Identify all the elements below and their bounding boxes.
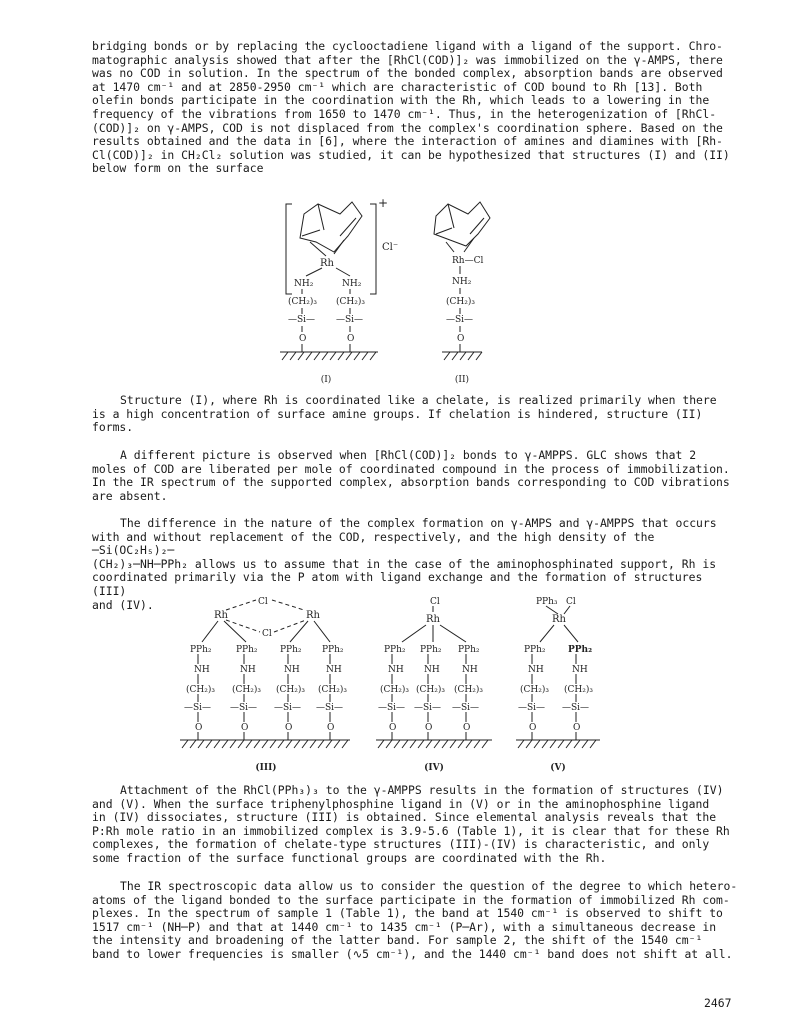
cod-ring-ii [434, 202, 490, 246]
nh-iii-1: NH [194, 665, 210, 675]
nh2-ii: NH₂ [452, 277, 472, 287]
chain-a: (CH₂)₃ [288, 297, 317, 307]
surface-hatch-ii [444, 352, 482, 360]
rh-pph3-bond-v [546, 606, 558, 614]
nh-v-1: NH [528, 665, 544, 675]
rh-p-bond-1 [202, 621, 218, 642]
nh-iii-4: NH [326, 665, 342, 675]
o-iv-2: O [425, 723, 433, 733]
paragraph-3: A different picture is observed when [RhCl(COD)]₂ bonds to γ-AMPPS. GLC shows that 2 moles of COD are liberated per mole of coordinated compound in the process of immobilization. In the IR spectrum of the supported complex, absorption bands corresponding to COD vibrations are absent. [92, 448, 730, 503]
o-v-2: O [573, 723, 581, 733]
rh-n-bond-b [336, 268, 350, 276]
rh-olefin-bond-b [334, 240, 344, 254]
pph2-v-1: PPh₂ [524, 645, 546, 655]
bonds-iii [198, 654, 330, 740]
surface-hatch-iii [182, 740, 348, 748]
ligand-columns-iv [378, 645, 483, 733]
chain-iv-1: (CH₂)₃ [380, 685, 409, 695]
chain-ii: (CH₂)₃ [446, 297, 475, 307]
label-structure-iii: (III) [255, 763, 277, 773]
si-iii-4: —Si— [316, 703, 344, 713]
paragraph-6: The IR spectroscopic data allow us to consider the question of the degree to which hetero- atoms of the ligand bonded to the surface participate in the formation of immobilized Rh com- plexes. In the spectrum of sample 1 (Table 1), the band at 1540 cm⁻¹ is observed to shift to 1517 cm⁻¹ (NH─P) and that at 1440 cm⁻¹ to 1435 cm⁻¹ (P─Ar), with a simultaneous decrease in the intensity and broadening of the latter band. For sample 2, the shift of the 1540 cm⁻¹ band to lower frequencies is smaller (∿5 cm⁻¹), and the 1440 cm⁻¹ band does not shift at all. [92, 879, 738, 961]
olefin-bond-i-b [340, 218, 356, 236]
si-iv-2: —Si— [414, 703, 442, 713]
rh-iv: Rh [426, 614, 440, 625]
o-iii-3: O [285, 723, 293, 733]
rh-cl-bond-v [564, 606, 570, 614]
cl-iv: Cl [430, 597, 440, 607]
bracket-right [370, 204, 376, 294]
o-v-1: O [529, 723, 537, 733]
rh-iii-b: Rh [306, 610, 320, 621]
si-iii-3: —Si— [274, 703, 302, 713]
si-iv-1: —Si— [378, 703, 406, 713]
o-b: O [347, 334, 355, 344]
paragraph-5: Attachment of the RhCl(PPh₃)₃ to the γ-AMPPS results in the formation of structures (IV) and (V). When the surface triphenylphosphine ligand in (V) or in the aminophosphine ligand in (IV) dissociates, structure (III) is obtained. Since elemental analysis reveals that the P:Rh mole ratio in an immobilized complex is 3.9-5.6 (Table 1), it is clear that for these Rh complexes, the formation of chelate-type structures (III)-(IV) is characteristic, and only some fraction of the surface functional groups are coordinated with the Rh. [92, 783, 730, 865]
nh-iv-1: NH [388, 665, 404, 675]
surface-hatch-iv [378, 740, 488, 748]
structures-iii-iv-v-figure [180, 590, 620, 780]
chain-iii-2: (CH₂)₃ [232, 685, 261, 695]
rh-p-bond-4 [314, 621, 330, 642]
rh-iii-a: Rh [214, 610, 228, 621]
rh-atom-i: Rh [320, 258, 334, 269]
si-b: —Si— [336, 315, 364, 325]
pph2-iv-2: PPh₂ [420, 645, 442, 655]
bracket-left [286, 204, 292, 294]
si-v-1: —Si— [518, 703, 546, 713]
olefin-bond-i-a [302, 230, 320, 236]
pph2-iii-2: PPh₂ [236, 645, 258, 655]
structures-i-ii-figure [270, 190, 510, 390]
cod-bridge-i [318, 204, 324, 230]
nh2-b: NH₂ [342, 279, 362, 289]
surface-hatch-i [282, 352, 376, 360]
label-structure-ii: (II) [454, 375, 470, 385]
label-structure-i: (I) [320, 375, 332, 385]
rh-p-bond-iv-3 [440, 625, 466, 642]
chain-b: (CH₂)₃ [336, 297, 365, 307]
cod-bridge-ii [448, 204, 454, 228]
label-structure-iv: (IV) [424, 763, 444, 773]
ligand-columns-iii [184, 645, 347, 733]
rh-olefin-bond-a [310, 242, 326, 256]
o-ii: O [457, 334, 465, 344]
pph3-v: PPh₃ [536, 597, 558, 607]
nh-iv-2: NH [424, 665, 440, 675]
cl-iii-bottom: Cl [262, 629, 272, 639]
pph2-iii-4: PPh₂ [322, 645, 344, 655]
pph2-iii-1: PPh₂ [190, 645, 212, 655]
si-ii: —Si— [446, 315, 474, 325]
o-a: O [299, 334, 307, 344]
chain-iii-3: (CH₂)₃ [276, 685, 305, 695]
counterion-cl: Cl⁻ [382, 242, 399, 253]
surface-hatch-v [518, 740, 596, 748]
pph2-iv-3: PPh₂ [458, 645, 480, 655]
label-structure-v: (V) [550, 763, 566, 773]
olefin-bond-ii-b [470, 218, 484, 234]
chain-iv-3: (CH₂)₃ [454, 685, 483, 695]
nh-iii-2: NH [240, 665, 256, 675]
rh-olefin-bond-ii-a [446, 242, 454, 252]
rh-p-bond-2 [224, 621, 246, 642]
rh-olefin-bond-ii-b [464, 238, 474, 252]
chain-v-2: (CH₂)₃ [564, 685, 593, 695]
paragraph-4: The difference in the nature of the complex formation on γ-AMPS and γ-AMPPS that occurs with and without replacement of the COD, respectively, and the high density of the ─Si(OC₂H₅)₂─ (CH₂)₃─NH─PPh₂ allows us to assume that in the case of the aminophosphinated support, Rh is coordinated primarily via the P atom with ligand exchange and the formation of structures (III) and (IV). [92, 516, 717, 612]
chain-v-1: (CH₂)₃ [520, 685, 549, 695]
o-iv-1: O [389, 723, 397, 733]
si-a: —Si— [288, 315, 316, 325]
chain-iii-1: (CH₂)₃ [186, 685, 215, 695]
pph2-iv-1: PPh₂ [384, 645, 406, 655]
rh-cl-ii: Rh—Cl [452, 256, 484, 266]
chain-iv-2: (CH₂)₃ [416, 685, 445, 695]
si-iv-3: —Si— [452, 703, 480, 713]
o-iii-1: O [195, 723, 203, 733]
chain-iii-4: (CH₂)₃ [318, 685, 347, 695]
o-iv-3: O [463, 723, 471, 733]
pph2-iii-3: PPh₂ [280, 645, 302, 655]
o-iii-2: O [241, 723, 249, 733]
rh-p-bond-3 [290, 621, 308, 642]
rh-p-bond-iv-1 [402, 625, 426, 642]
nh-iii-3: NH [284, 665, 300, 675]
ligand-columns-v [518, 645, 593, 733]
pph2-v-2: PPh₂ [568, 645, 593, 655]
cl-v: Cl [566, 597, 576, 607]
nh2-a: NH₂ [294, 279, 314, 289]
nh-iv-3: NH [462, 665, 478, 675]
rh-v: Rh [552, 614, 566, 625]
rh-n-bond-a [306, 268, 322, 276]
olefin-bond-ii-a [436, 228, 452, 234]
page-number: 2467 [704, 996, 732, 1010]
cl-iii-top: Cl [258, 597, 268, 607]
paragraph-2: Structure (I), where Rh is coordinated like a chelate, is realized primarily when there is a high concentration of surface amine groups. If chelation is hindered, structure (II) forms. [92, 393, 717, 435]
rh-p-bond-v-1 [540, 625, 554, 642]
si-iii-1: —Si— [184, 703, 212, 713]
charge-plus: + [378, 196, 389, 210]
si-iii-2: —Si— [230, 703, 258, 713]
nh-v-2: NH [572, 665, 588, 675]
paragraph-1: bridging bonds or by replacing the cyclooctadiene ligand with a ligand of the support. Chro- matographic analysis showed that after the [RhCl(COD)]₂ was immobilized on the γ-AMPS, there was no COD in solution. In the spectrum of the bonded complex, absorption bands are observed at 1470 cm⁻¹ and at 2850-2950 cm⁻¹ which are characteristic of COD bound to Rh [13]. Both olefin bonds participate in the coordination with the Rh, which leads to a lowering in the frequency of the vibrations from 1650 to 1470 cm⁻¹. Thus, in the heterogenization of [RhCl- (COD)]₂ on γ-AMPS, COD is not displaced from the complex's coordination sphere. Based on the results obtained and the data in [6], where the interaction of amines and diamines with [Rh- Cl(COD)]₂ in CH₂Cl₂ solution was studied, it can be hypothesized that structures (I) and (II) below form on the surface [92, 39, 730, 176]
si-v-2: —Si— [562, 703, 590, 713]
o-iii-4: O [327, 723, 335, 733]
rh-p-bond-v-2 [564, 625, 578, 642]
cod-ring-i [300, 202, 362, 252]
